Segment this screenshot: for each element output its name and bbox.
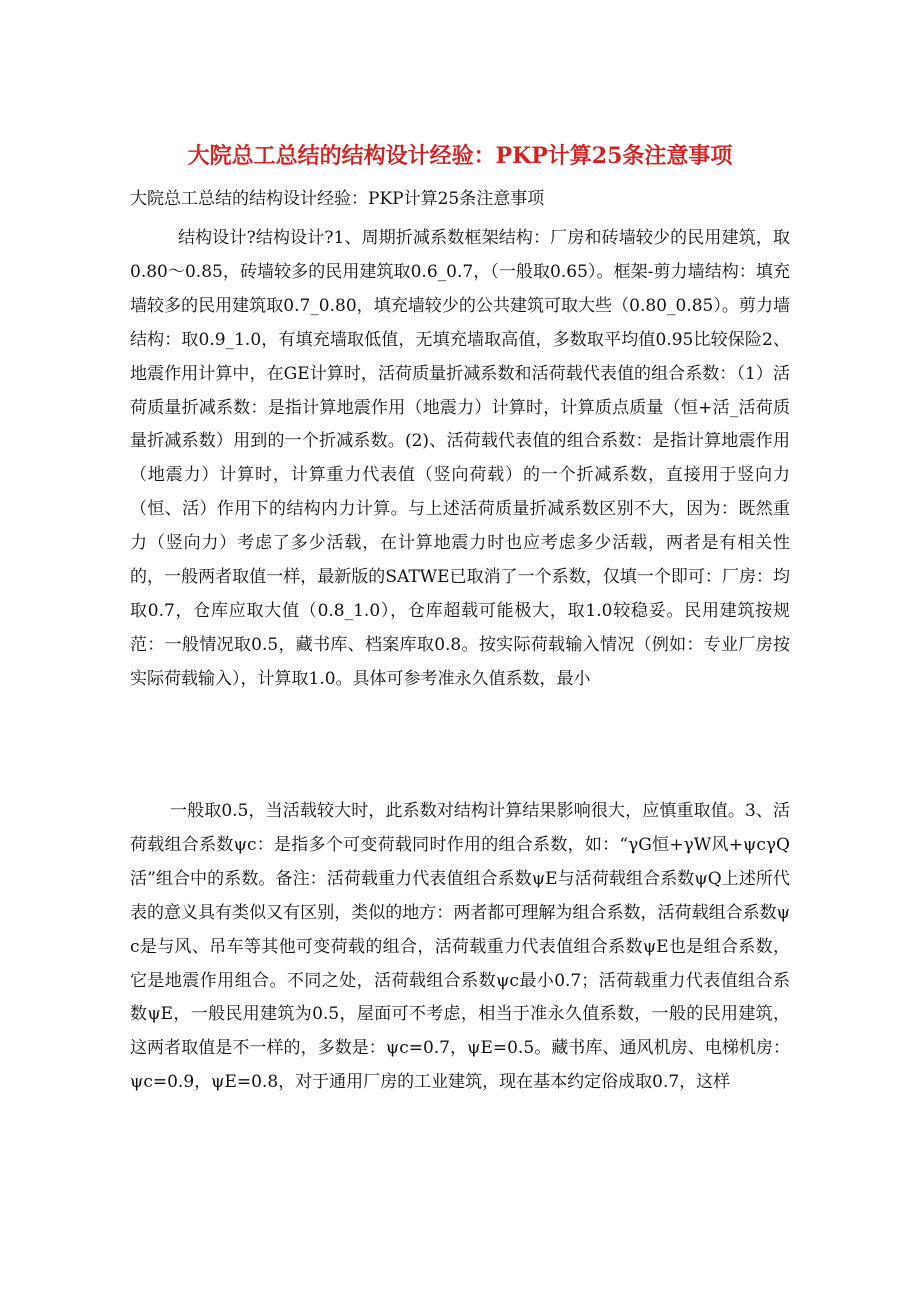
- body-paragraph-1: 结构设计?结构设计?1、周期折减系数框架结构：厂房和砖墙较少的民用建筑，取0.80～0.85，砖墙较多的民用建筑取0.6_0.7，（一般取0.65）。框架-剪力墙结构：填充墙较多的民用建筑取0.7_0.80，填充墙较少的公共建筑可取大些（0.80_0.85）。剪力墙结构：取0.9_1.0，有填充墙取低值，无填充墙取高值，多数取平均值0.95比较保险2、地震作用计算中，在GE计算时，活荷质量折减系数和活荷载代表值的组合系数：（1）活荷质量折减系数：是指计算地震作用（地震力）计算时，计算质点质量（恒+活_活荷质量折减系数）用到的一个折减系数。(2)、活荷载代表值的组合系数：是指计算地震作用（地震力）计算时，计算重力代表值（竖向荷载）的一个折减系数，直接用于竖向力（恒、活）作用下的结构内力计算。与上述活荷质量折减系数区别不大，因为：既然重力（竖向力）考虑了多少活载，在计算地震力时也应考虑多少活载，两者是有相关性的，一般两者取值一样，最新版的SATWE已取消了一个系数，仅填一个即可：厂房：均取0.7，仓库应取大值（0.8_1.0），仓库超载可能极大，取1.0较稳妥。民用建筑按规范：一般情况取0.5，藏书库、档案库取0.8。按实际荷载输入情况（例如：专业厂房按实际荷载输入），计算取1.0。具体可参考准永久值系数，最小: [130, 228, 790, 689]
- body-paragraph-2: 一般取0.5，当活载较大时，此系数对结构计算结果影响很大，应慎重取值。3、活荷载组合系数ψc：是指多个可变荷载同时作用的组合系数，如：“γG恒+γW风+ψcγQ活”组合中的系数。备注：活荷载重力代表值组合系数ψE与活荷载组合系数ψQ上述所代表的意义具有类似又有区别，类似的地方：两者都可理解为组合系数，活荷载组合系数ψc是与风、吊车等其他可变荷载的组合，活荷载重力代表值组合系数ψE也是组合系数，它是地震作用组合。不同之处，活荷载组合系数ψc最小0.7；活荷载重力代表值组合系数ψE，一般民用建筑为0.5，屋面可不考虑，相当于准永久值系数，一般的民用建筑，这两者取值是不一样的，多数是：ψc=0.7，ψE=0.5。藏书库、通风机房、电梯机房：ψc=0.9，ψE=0.8，对于通用厂房的工业建筑，现在基本约定俗成取0.7，这样: [130, 801, 790, 1093]
- page-title: 大院总工总结的结构设计经验：PKP计算25条注意事项: [187, 143, 733, 169]
- document-subtitle: 大院总工总结的结构设计经验：PKP计算25条注意事项: [130, 189, 545, 209]
